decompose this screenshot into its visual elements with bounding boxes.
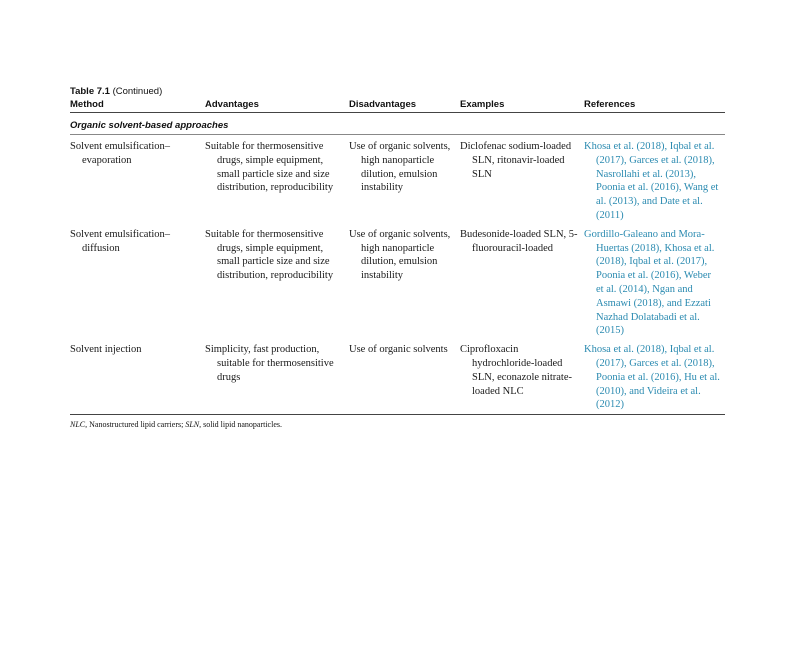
section-title: Organic solvent-based approaches	[70, 113, 725, 135]
cell-method: Solvent injection	[70, 344, 142, 356]
cell-method: Solvent emulsification– evaporation	[70, 141, 171, 166]
footnote-abbr-sln: SLN	[185, 420, 200, 430]
footnote-def-sln: , solid lipid nanoparticles.	[199, 420, 282, 430]
cell-references[interactable]: Khosa et al. (2018), Iqbal et al. (2017), Garces et al. (2018), Nasrollahi et al. (2013), Poonia et al. (2016), Wang et al. (2013), and Date et al. (2011)	[584, 141, 719, 221]
cell-advantages: Suitable for thermosensitive drugs, simple equipment, small particle size and size distribution, reproducibility	[205, 141, 334, 194]
cell-disadvantages: Use of organic solvents, high nanoparticle dilution, emulsion instability	[349, 141, 451, 194]
table-caption	[70, 86, 725, 98]
cell-references[interactable]: Khosa et al. (2018), Iqbal et al. (2017), Garces et al. (2018), Poonia et al. (2016), Hu et al. (2010), and Videira et al. (2012)	[584, 344, 720, 411]
table-container	[70, 86, 725, 429]
table-label: Table 7.1	[70, 86, 110, 97]
table-row	[70, 338, 725, 412]
header-references: References	[584, 99, 636, 110]
cell-method: Solvent emulsification–diffusion	[70, 228, 171, 254]
header-advantages: Advantages	[205, 99, 259, 110]
header-examples: Examples	[460, 99, 505, 110]
cell-advantages: Suitable for thermosensitive drugs, simple equipment, small particle size and size distribution, reproducibility	[205, 228, 334, 282]
footnote-def-nlc: , Nanostructured lipid carriers;	[85, 420, 186, 430]
table-footnote	[70, 415, 725, 429]
header-disadvantages: Disadvantages	[349, 99, 417, 110]
header-method: Method	[70, 99, 104, 110]
table-header-row	[70, 98, 725, 113]
cell-references[interactable]: Gordillo-Galeano and Mora-Huertas (2018), Khosa et al. (2018), Iqbal et al. (2017), Poonia et al. (2016), Weber et al. (2014), Ngan and Asmawi (2018), and Ezzati Nazhad Dolatabadi et al. (2015)	[584, 228, 715, 337]
cell-examples: Budesonide-loaded SLN, 5-fluorouracil-loaded	[460, 228, 578, 254]
table-row	[70, 223, 725, 338]
table-caption-note: (Continued)	[112, 86, 163, 97]
cell-disadvantages: Use of organic solvents	[349, 344, 448, 356]
footnote-abbr-nlc: NLC	[70, 420, 86, 430]
cell-advantages: Simplicity, fast production, suitable for thermosensitive drugs	[205, 344, 334, 383]
cell-examples: Ciprofloxacin hydrochloride-loaded SLN, econazole nitrate-loaded NLC	[460, 344, 572, 397]
table-row	[70, 135, 725, 223]
cell-examples: Diclofenac sodium-loaded SLN, ritonavir-loaded SLN	[460, 141, 572, 180]
cell-disadvantages: Use of organic solvents, high nanoparticle dilution, emulsion instability	[349, 228, 451, 282]
